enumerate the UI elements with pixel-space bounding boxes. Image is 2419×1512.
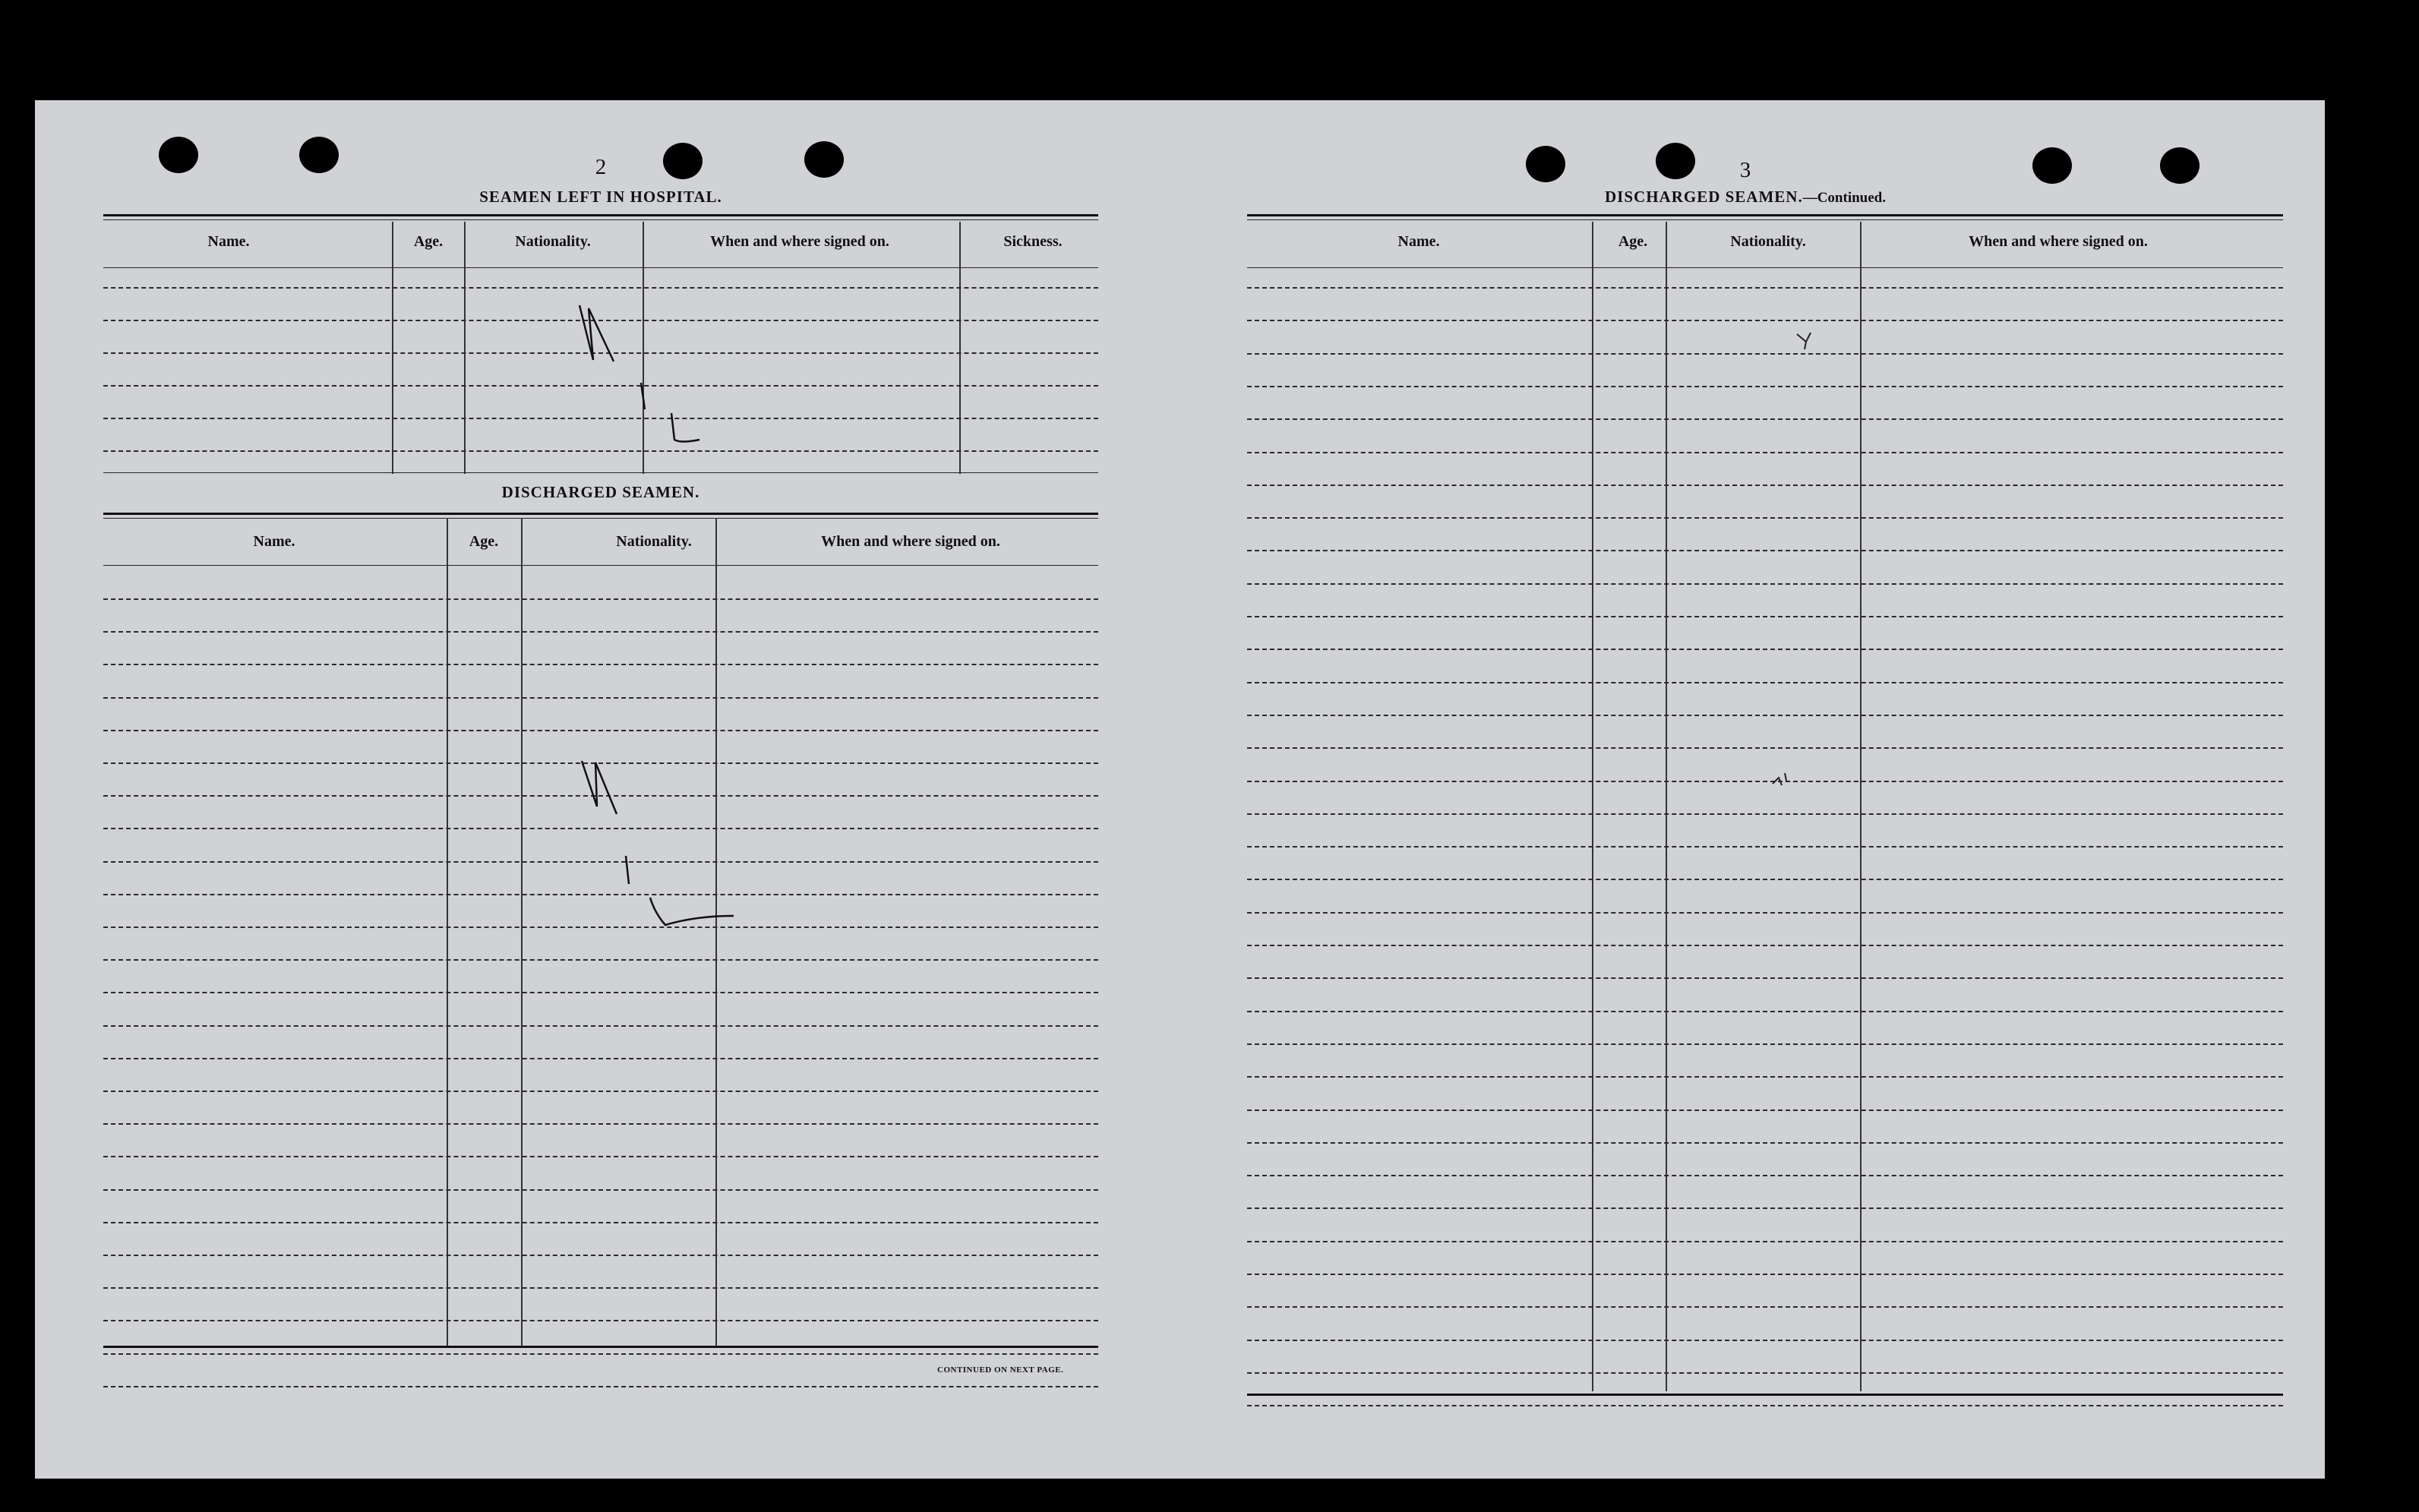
discharged-col-signed-on: When and where signed on. <box>821 533 1000 550</box>
page-number-left: 2 <box>595 155 607 179</box>
ruled-line <box>1247 945 2283 946</box>
hospital-col-signed-on: When and where signed on. <box>710 233 889 250</box>
ruled-line <box>1247 1274 2283 1275</box>
discharged-col-age: Age. <box>469 533 499 550</box>
pencil-tick-right-1 <box>1791 325 1821 355</box>
ruled-line <box>103 1255 1098 1256</box>
ruled-line <box>1247 682 2283 683</box>
ruled-line <box>103 1189 1098 1191</box>
ruled-line <box>103 1287 1098 1289</box>
ruled-line <box>1247 386 2283 387</box>
ruled-line <box>1247 1405 2283 1406</box>
right-col-nationality: Nationality. <box>1730 233 1806 250</box>
hospital-col-nationality: Nationality. <box>515 233 591 250</box>
ruled-line <box>103 631 1098 633</box>
ruled-line <box>1247 715 2283 716</box>
hospital-section-title: SEAMEN LEFT IN HOSPITAL. <box>479 188 722 206</box>
ruled-line <box>1247 320 2283 321</box>
ruled-line <box>1247 550 2283 551</box>
ruled-line <box>103 1123 1098 1125</box>
ruled-line <box>103 1058 1098 1059</box>
ruled-line <box>1247 1043 2283 1045</box>
punch-hole-6 <box>1656 143 1695 179</box>
punch-hole-2 <box>299 137 339 173</box>
discharged-section-title: DISCHARGED SEAMEN. <box>501 483 700 501</box>
ruled-line <box>1247 353 2283 355</box>
ruled-line <box>1247 1011 2283 1012</box>
continued-footer: CONTINUED ON NEXT PAGE. <box>937 1365 1064 1375</box>
punch-hole-8 <box>2160 147 2200 184</box>
ruled-line <box>1247 1306 2283 1308</box>
punch-hole-3 <box>663 143 703 179</box>
ruled-line <box>103 1156 1098 1157</box>
ruled-line <box>1247 1076 2283 1078</box>
punch-hole-7 <box>2032 147 2072 184</box>
punch-hole-5 <box>1526 146 1565 182</box>
hospital-col-sickness: Sickness. <box>1003 233 1063 250</box>
ruled-line <box>103 1353 1098 1355</box>
right-col-signed-on: When and where signed on. <box>1969 233 2148 250</box>
discharged-table-right <box>1247 214 2283 1505</box>
punch-hole-1 <box>159 137 198 173</box>
ruled-line <box>1247 781 2283 782</box>
ruled-line <box>1247 287 2283 289</box>
ruled-line <box>1247 452 2283 453</box>
ruled-line <box>1247 813 2283 815</box>
ruled-line <box>103 1386 1098 1387</box>
pencil-mark-hospital <box>536 299 703 451</box>
pencil-mark-discharged <box>567 753 764 981</box>
ruled-line <box>103 1025 1098 1027</box>
ruled-line <box>1247 747 2283 749</box>
ruled-line <box>1247 485 2283 486</box>
punch-hole-4 <box>804 141 844 178</box>
ruled-line <box>1247 1110 2283 1111</box>
ruled-line <box>1247 1142 2283 1144</box>
right-col-age: Age. <box>1618 233 1648 250</box>
ruled-line <box>1247 1175 2283 1176</box>
ruled-line <box>1247 912 2283 914</box>
ruled-line <box>103 992 1098 993</box>
ruled-line <box>103 1091 1098 1092</box>
ruled-line <box>1247 977 2283 979</box>
ruled-line <box>103 697 1098 699</box>
continued-suffix: —Continued. <box>1802 190 1886 206</box>
ruled-line <box>1247 517 2283 519</box>
ruled-line <box>1247 649 2283 650</box>
ruled-line <box>1247 616 2283 617</box>
right-col-name: Name. <box>1397 233 1440 250</box>
ruled-line <box>103 1222 1098 1223</box>
ruled-line <box>103 1320 1098 1321</box>
ruled-line <box>1247 879 2283 880</box>
ruled-line <box>103 287 1098 289</box>
ruled-line <box>103 730 1098 731</box>
hospital-col-name: Name. <box>207 233 250 250</box>
ruled-line <box>1247 846 2283 848</box>
ruled-line <box>1247 1372 2283 1374</box>
ruled-line <box>1247 1340 2283 1341</box>
ruled-line <box>1247 583 2283 585</box>
record-sheet <box>35 100 2325 1479</box>
ruled-line <box>103 664 1098 665</box>
discharged-continued-title <box>1605 188 1886 207</box>
ruled-line <box>1247 1207 2283 1209</box>
discharged-continued-label: DISCHARGED SEAMEN. <box>1605 188 1803 206</box>
discharged-col-name: Name. <box>253 533 295 550</box>
ruled-line <box>1247 418 2283 420</box>
discharged-col-nationality: Nationality. <box>616 533 692 550</box>
pencil-tick-right-2 <box>1767 767 1797 797</box>
ruled-line <box>1247 1241 2283 1242</box>
ruled-line <box>103 598 1098 600</box>
hospital-col-age: Age. <box>413 233 444 250</box>
page-number-right: 3 <box>1739 158 1751 182</box>
